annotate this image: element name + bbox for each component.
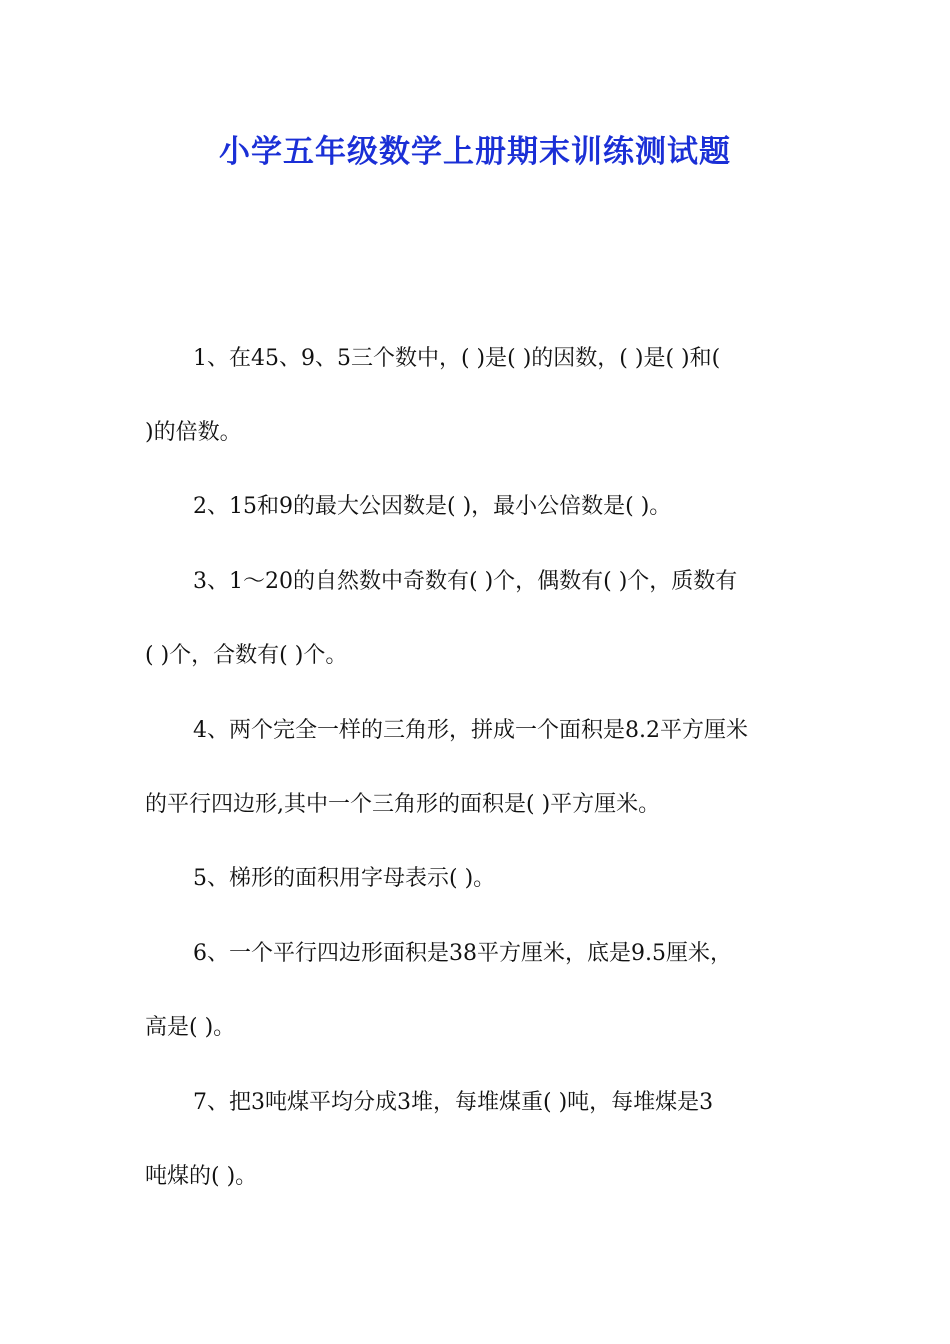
question-6 — [145, 917, 810, 1065]
question-1-line-2: )的倍数。 — [145, 420, 242, 445]
question-3-line-2: ( )个，合数有( )个。 — [145, 643, 348, 668]
question-4 — [145, 694, 810, 842]
question-4-line-2: 的平行四边形,其中一个三角形的面积是( )平方厘米。 — [145, 792, 661, 817]
question-7 — [145, 1066, 810, 1214]
question-6-line-2: 高是( )。 — [145, 1015, 236, 1040]
document-title: 小学五年级数学上册期末训练测试题 — [219, 134, 731, 170]
question-3-line-1: 3、1～20的自然数中奇数有( )个，偶数有( )个，质数有 — [193, 569, 738, 594]
question-7-line-1: 7、把3吨煤平均分成3堆，每堆煤重( )吨，每堆煤是3 — [193, 1090, 714, 1115]
question-2 — [145, 470, 810, 544]
question-4-line-1: 4、两个完全一样的三角形，拼成一个面积是8.2平方厘米 — [193, 718, 748, 743]
question-1 — [145, 322, 810, 470]
question-6-line-1: 6、一个平行四边形面积是38平方厘米，底是9.5厘米， — [193, 941, 732, 966]
question-1-line-1: 1、在45、9、5三个数中，( )是( )的因数，( )是( )和( — [193, 346, 721, 371]
question-5-line-1: 5、梯形的面积用字母表示( )。 — [193, 866, 496, 891]
question-3 — [145, 545, 810, 693]
question-2-line-1: 2、15和9的最大公因数是( )，最小公倍数是( )。 — [193, 494, 672, 519]
question-7-line-2: 吨煤的( )。 — [145, 1164, 258, 1189]
question-5 — [145, 842, 810, 916]
